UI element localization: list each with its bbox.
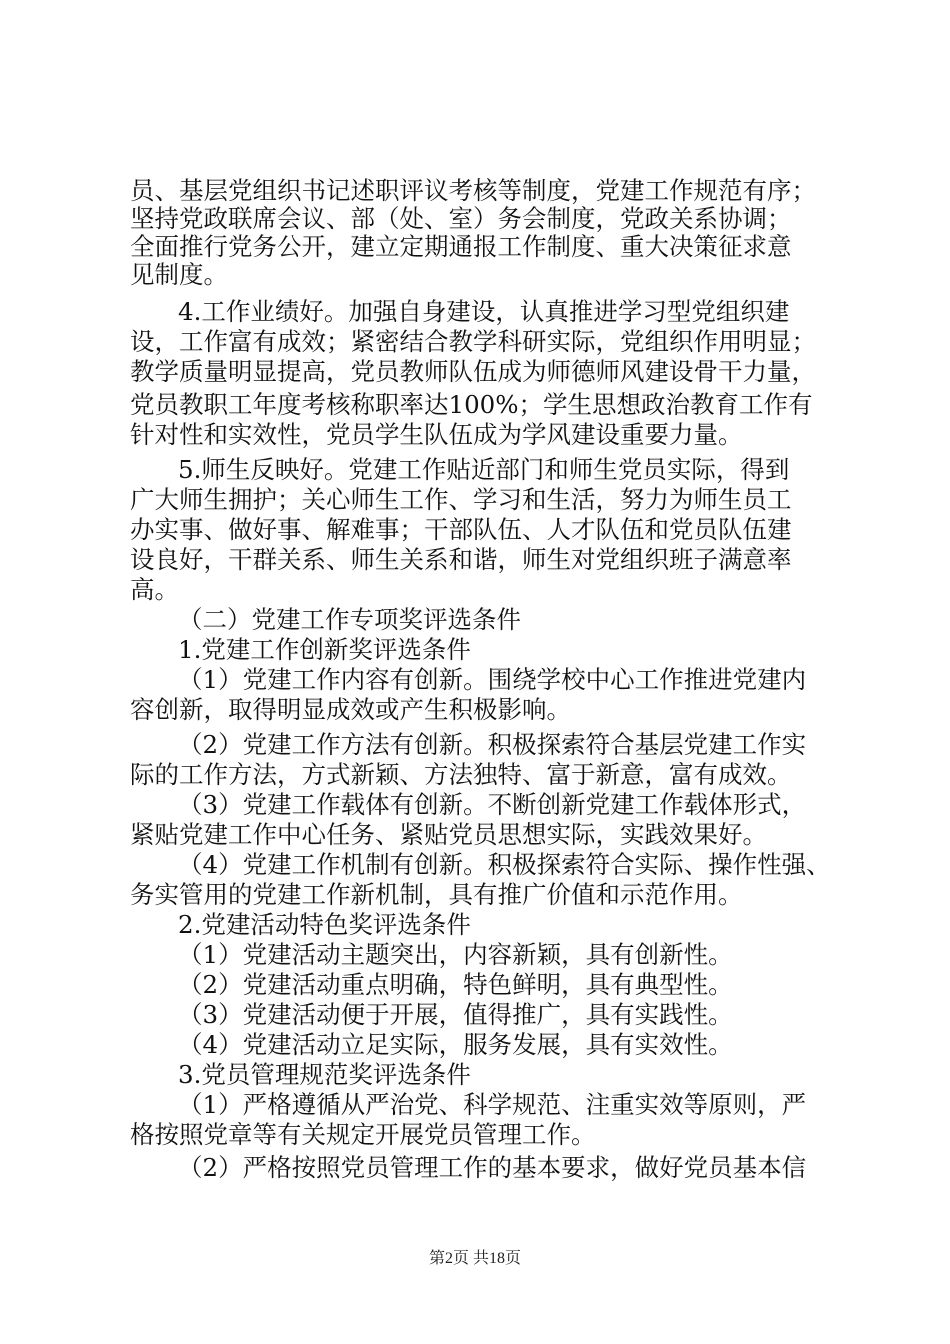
text-line: （二）党建工作专项奖评选条件 [178,605,521,634]
text-line: （1）党建工作内容有创新。围绕学校中心工作推进党建内 [178,665,807,694]
text-line: 5.师生反映好。党建工作贴近部门和师生党员实际，得到 [178,455,790,484]
text-line: 3.党员管理规范奖评选条件 [178,1060,471,1089]
text-line: 教学质量明显提高，党员教师队伍成为师德师风建设骨干力量， [130,357,816,386]
text-line: 2.党建活动特色奖评选条件 [178,910,471,939]
text-line: 针对性和实效性，党员学生队伍成为学风建设重要力量。 [130,420,743,449]
text-line: 办实事、做好事、解难事；干部队伍、人才队伍和党员队伍建 [130,515,792,544]
text-line: 党员教职工年度考核称职率达100%；学生思想政治教育工作有 [130,390,813,419]
text-line: 4.工作业绩好。加强自身建设，认真推进学习型党组织建 [178,297,790,326]
text-line: （4）党建活动立足实际，服务发展，具有实效性。 [178,1030,733,1059]
text-line: 设良好，干群关系、师生关系和谐，师生对党组织班子满意率 [130,545,792,574]
text-line: （2）党建工作方法有创新。积极探索符合基层党建工作实 [178,730,807,759]
text-line: 全面推行党务公开，建立定期通报工作制度、重大决策征求意 [130,232,792,261]
page-number: 第2页 共18页 [428,1250,521,1267]
text-line: （3）党建活动便于开展，值得推广，具有实践性。 [178,1000,733,1029]
text-line: （3）党建工作载体有创新。不断创新党建工作载体形式， [178,790,807,819]
text-line: 员、基层党组织书记述职评议考核等制度，党建工作规范有序； [130,176,816,205]
text-line: 容创新，取得明显成效或产生积极影响。 [130,695,571,724]
text-line: 际的工作方法，方式新颖、方法独特、富于新意，富有成效。 [130,760,792,789]
text-line: 务实管用的党建工作新机制，具有推广价值和示范作用。 [130,880,743,909]
text-line: （2）党建活动重点明确，特色鲜明，具有典型性。 [178,970,733,999]
text-line: 设，工作富有成效；紧密结合教学科研实际，党组织作用明显； [130,327,816,356]
text-line: 见制度。 [130,260,228,289]
text-line: 1.党建工作创新奖评选条件 [178,635,471,664]
text-line: （1）严格遵循从严治党、科学规范、注重实效等原则，严 [178,1090,807,1119]
text-line: 广大师生拥护；关心师生工作、学习和生活，努力为师生员工 [130,485,792,514]
text-line: 格按照党章等有关规定开展党员管理工作。 [130,1120,596,1149]
text-line: 高。 [130,575,179,604]
text-line: 紧贴党建工作中心任务、紧贴党员思想实际，实践效果好。 [130,820,767,849]
text-line: （2）严格按照党员管理工作的基本要求，做好党员基本信 [178,1153,807,1182]
text-line: （1）党建活动主题突出，内容新颖，具有创新性。 [178,940,733,969]
text-line: （4）党建工作机制有创新。积极探索符合实际、操作性强、 [178,850,831,879]
text-line: 坚持党政联席会议、部（处、室）务会制度，党政关系协调； [130,204,792,233]
